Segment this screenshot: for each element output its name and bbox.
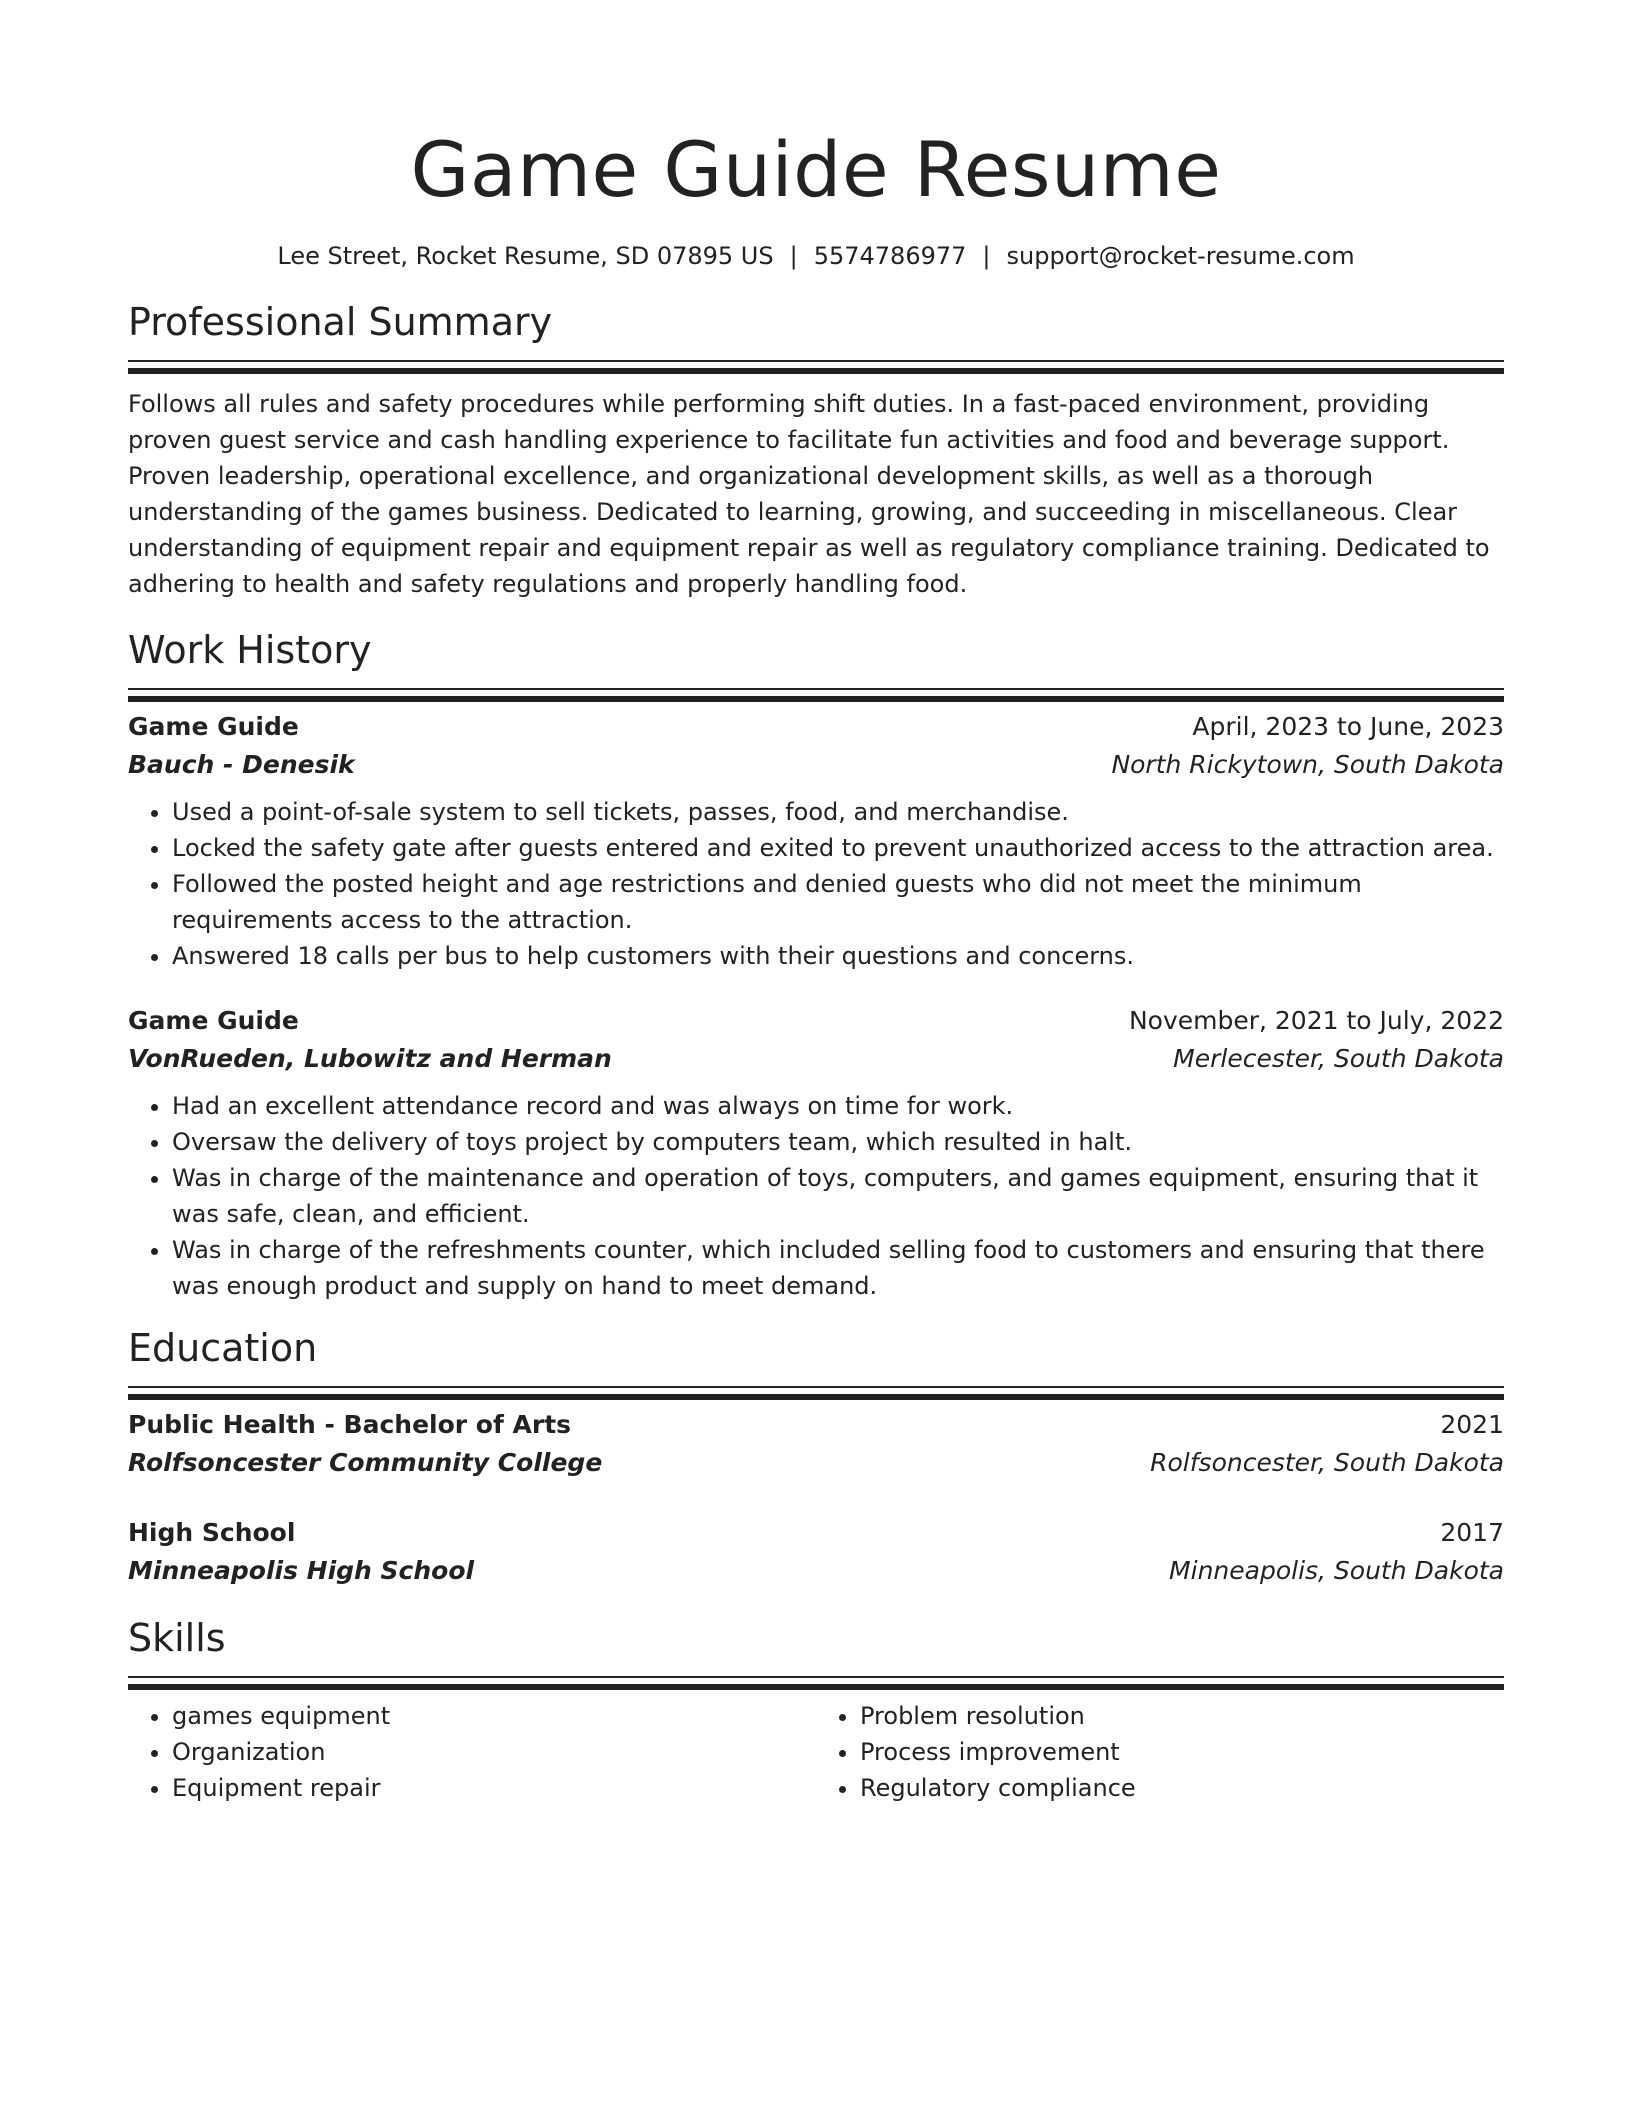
contact-phone: 5574786977 bbox=[813, 242, 967, 270]
education-entry bbox=[128, 1406, 1504, 1482]
job-company: VonRueden, Lubowitz and Herman bbox=[128, 1044, 612, 1073]
education-subheader-row bbox=[128, 1444, 1504, 1482]
skill-item: • Organization bbox=[172, 1734, 816, 1770]
job-bullet: • Was in charge of the refreshments counter, which included selling food to customers and ensuring that there was enough product and supply on hand to meet demand. bbox=[172, 1232, 1504, 1304]
job-entry bbox=[128, 1002, 1504, 1304]
contact-line bbox=[128, 240, 1504, 272]
job-entry bbox=[128, 708, 1504, 974]
education-degree: Public Health - Bachelor of Arts bbox=[128, 1410, 572, 1439]
skills-list-left bbox=[128, 1698, 816, 1806]
job-bullet: • Oversaw the delivery of toys project by computers team, which resulted in halt. bbox=[172, 1124, 1504, 1160]
job-subheader-row bbox=[128, 746, 1504, 784]
skills-columns bbox=[128, 1698, 1504, 1806]
skills-heading: Skills bbox=[128, 1616, 226, 1660]
summary-section bbox=[128, 298, 1504, 602]
job-header-row bbox=[128, 708, 1504, 746]
education-location: Minneapolis, South Dakota bbox=[1169, 1556, 1504, 1585]
section-divider bbox=[128, 360, 1504, 368]
summary-text: Follows all rules and safety procedures while performing shift duties. In a fast-paced environment, providing proven guest service and cash handling experience to facilitate fun activities and food and beverage support. Proven leadership, operational excellence, and organizational development skills, as well as a thorough understanding of the games business. Dedicated to learning, growing, and succeeding in miscellaneous. Clear understanding of equipment repair and equipment repair as well as regulatory compliance training. Dedicated to adhering to health and safety regulations and properly handling food. bbox=[128, 390, 1490, 598]
skill-item: • Process improvement bbox=[860, 1734, 1504, 1770]
job-bullet: • Answered 18 calls per bus to help customers with their questions and concerns. bbox=[172, 938, 1504, 974]
summary-heading: Professional Summary bbox=[128, 300, 553, 344]
skills-list-right bbox=[816, 1698, 1504, 1806]
contact-address: Lee Street, Rocket Resume, SD 07895 US bbox=[277, 242, 774, 270]
section-divider bbox=[128, 1386, 1504, 1394]
job-dates: November, 2021 to July, 2022 bbox=[1128, 1006, 1504, 1035]
work-section bbox=[128, 626, 1504, 1304]
job-location: Merlecester, South Dakota bbox=[1173, 1044, 1504, 1073]
job-bullet: • Was in charge of the maintenance and operation of toys, computers, and games equipment, ensuring that it was safe, clean, and efficient. bbox=[172, 1160, 1504, 1232]
job-header-row bbox=[128, 1002, 1504, 1040]
education-school: Minneapolis High School bbox=[128, 1556, 475, 1585]
job-dates: April, 2023 to June, 2023 bbox=[1192, 712, 1504, 741]
contact-separator: | bbox=[982, 242, 991, 270]
job-role: Game Guide bbox=[128, 712, 299, 741]
skills-section bbox=[128, 1614, 1504, 1806]
job-bullet: • Followed the posted height and age restrictions and denied guests who did not meet the minimum requirements access to the attraction. bbox=[172, 866, 1504, 938]
education-location: Rolfsoncester, South Dakota bbox=[1150, 1448, 1504, 1477]
section-divider bbox=[128, 688, 1504, 696]
job-bullet: • Used a point-of-sale system to sell tickets, passes, food, and merchandise. bbox=[172, 794, 1504, 830]
job-bullet: • Locked the safety gate after guests entered and exited to prevent unauthorized access to the attraction area. bbox=[172, 830, 1504, 866]
work-heading: Work History bbox=[128, 628, 372, 672]
education-year: 2021 bbox=[1440, 1410, 1504, 1439]
job-bullet: • Had an excellent attendance record and was always on time for work. bbox=[172, 1088, 1504, 1124]
education-year: 2017 bbox=[1440, 1518, 1504, 1547]
contact-separator: | bbox=[789, 242, 798, 270]
skill-item: • Problem resolution bbox=[860, 1698, 1504, 1734]
section-divider bbox=[128, 1676, 1504, 1684]
education-entry bbox=[128, 1514, 1504, 1590]
skill-item: • Equipment repair bbox=[172, 1770, 816, 1806]
contact-email: support@rocket-resume.com bbox=[1006, 242, 1355, 270]
education-header-row bbox=[128, 1514, 1504, 1552]
resume-title: Game Guide Resume bbox=[410, 125, 1222, 214]
education-header-row bbox=[128, 1406, 1504, 1444]
job-subheader-row bbox=[128, 1040, 1504, 1078]
skill-item: • games equipment bbox=[172, 1698, 816, 1734]
education-section bbox=[128, 1324, 1504, 1590]
job-company: Bauch - Denesik bbox=[128, 750, 355, 779]
job-bullets bbox=[128, 794, 1504, 974]
skill-item: • Regulatory compliance bbox=[860, 1770, 1504, 1806]
education-heading: Education bbox=[128, 1326, 318, 1370]
job-location: North Rickytown, South Dakota bbox=[1111, 750, 1504, 779]
education-school: Rolfsoncester Community College bbox=[128, 1448, 603, 1477]
education-subheader-row bbox=[128, 1552, 1504, 1590]
job-role: Game Guide bbox=[128, 1006, 299, 1035]
job-bullets bbox=[128, 1088, 1504, 1304]
education-degree: High School bbox=[128, 1518, 296, 1547]
